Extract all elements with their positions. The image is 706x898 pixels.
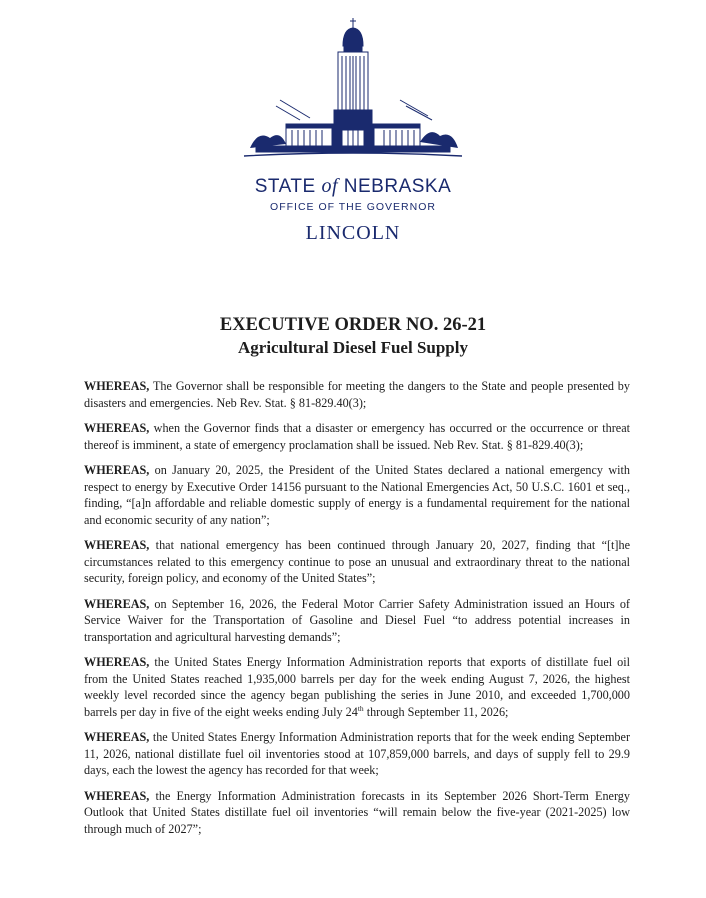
whereas-paragraph bbox=[84, 420, 630, 453]
letterhead-state-of: of bbox=[321, 175, 338, 197]
order-body bbox=[84, 378, 630, 846]
whereas-paragraph bbox=[84, 596, 630, 646]
executive-order-subject: Agricultural Diesel Fuel Supply bbox=[238, 338, 468, 357]
whereas-paragraph bbox=[84, 378, 630, 411]
whereas-lead: WHEREAS, bbox=[84, 379, 150, 393]
whereas-lead: WHEREAS, bbox=[84, 421, 150, 435]
paragraph-text: the United States Energy Information Administration reports that exports of distillate fuel oil from the United States reached 1,935,000 barrels per day for the week ending August 7, 2026, the highest weekly level recorded since the agency began publishing the series in June 2010, and exceeded 1,700,000 barrels per day in five of the eight weeks ending July 24 bbox=[84, 655, 630, 719]
letterhead-state-prefix: STATE bbox=[254, 176, 316, 197]
letterhead-state-name bbox=[0, 175, 706, 198]
paragraph-text: on January 20, 2025, the President of the United States declared a national emergency with respect to energy by Executive Order 14156 pursuant to the National Emergencies Act, 50 U.S.C. 1601 et seq., finding, “[a]n affordable and reliable domestic supply of energy is a fundamental requirement for the national and economic security of any nation”; bbox=[84, 463, 630, 527]
nebraska-capitol-building-icon bbox=[240, 14, 466, 166]
whereas-paragraph bbox=[84, 729, 630, 779]
paragraph-text: the United States Energy Information Administration reports that for the week ending September 11, 2026, national distillate fuel oil inventories stood at 107,859,000 barrels, and days of supply fell to 29.9 days, each the lowest the agency has recorded for that week; bbox=[84, 730, 630, 777]
paragraph-text-continued: through September 11, 2026; bbox=[363, 704, 509, 719]
paragraph-text: that national emergency has been continued through January 20, 2027, finding that “[t]he circumstances related to this emergency continue to pose an unusual and extraordinary threat to the national security, foreign policy, and economy of the United States”; bbox=[84, 538, 630, 585]
whereas-lead: WHEREAS, bbox=[84, 655, 150, 669]
whereas-paragraph bbox=[84, 537, 630, 587]
paragraph-text: on September 16, 2026, the Federal Motor Carrier Safety Administration issued an Hours of Service Waiver for the Transportation of Gasoline and Diesel Fuel “to address potential increases in transportation and agricultural harvesting demands”; bbox=[84, 596, 630, 644]
whereas-lead: WHEREAS, bbox=[84, 538, 150, 552]
whereas-lead: WHEREAS, bbox=[84, 788, 150, 803]
paragraph-text: when the Governor finds that a disaster or emergency has occurred or the occurrence or threat thereof is imminent, a state of emergency proclamation shall be issued. Neb Rev. Stat. § 81-829.40(3); bbox=[84, 421, 630, 452]
whereas-paragraph bbox=[84, 654, 630, 720]
whereas-lead: WHEREAS, bbox=[84, 730, 150, 744]
letterhead-city: LINCOLN bbox=[305, 222, 401, 244]
executive-order-number: EXECUTIVE ORDER NO. 26-21 bbox=[219, 315, 487, 335]
ordinal-suffix: th bbox=[357, 703, 364, 713]
whereas-lead: WHEREAS, bbox=[84, 463, 150, 477]
whereas-paragraph bbox=[84, 788, 630, 838]
paragraph-text: The Governor shall be responsible for meeting the dangers to the State and people presented by disasters and emergencies. Neb Rev. Stat. § 81-829.40(3); bbox=[84, 379, 630, 410]
paragraph-text: the Energy Information Administration forecasts in its September 2026 Short-Term Energy Outlook that United States distillate fuel oil inventories “will remain below the five-year (2021-2025) low through much of 2027”; bbox=[84, 788, 630, 836]
whereas-paragraph bbox=[84, 462, 630, 528]
letterhead-office: OFFICE OF THE GOVERNOR bbox=[270, 201, 436, 213]
whereas-lead: WHEREAS, bbox=[84, 596, 150, 611]
letterhead-state-word: NEBRASKA bbox=[343, 176, 452, 197]
